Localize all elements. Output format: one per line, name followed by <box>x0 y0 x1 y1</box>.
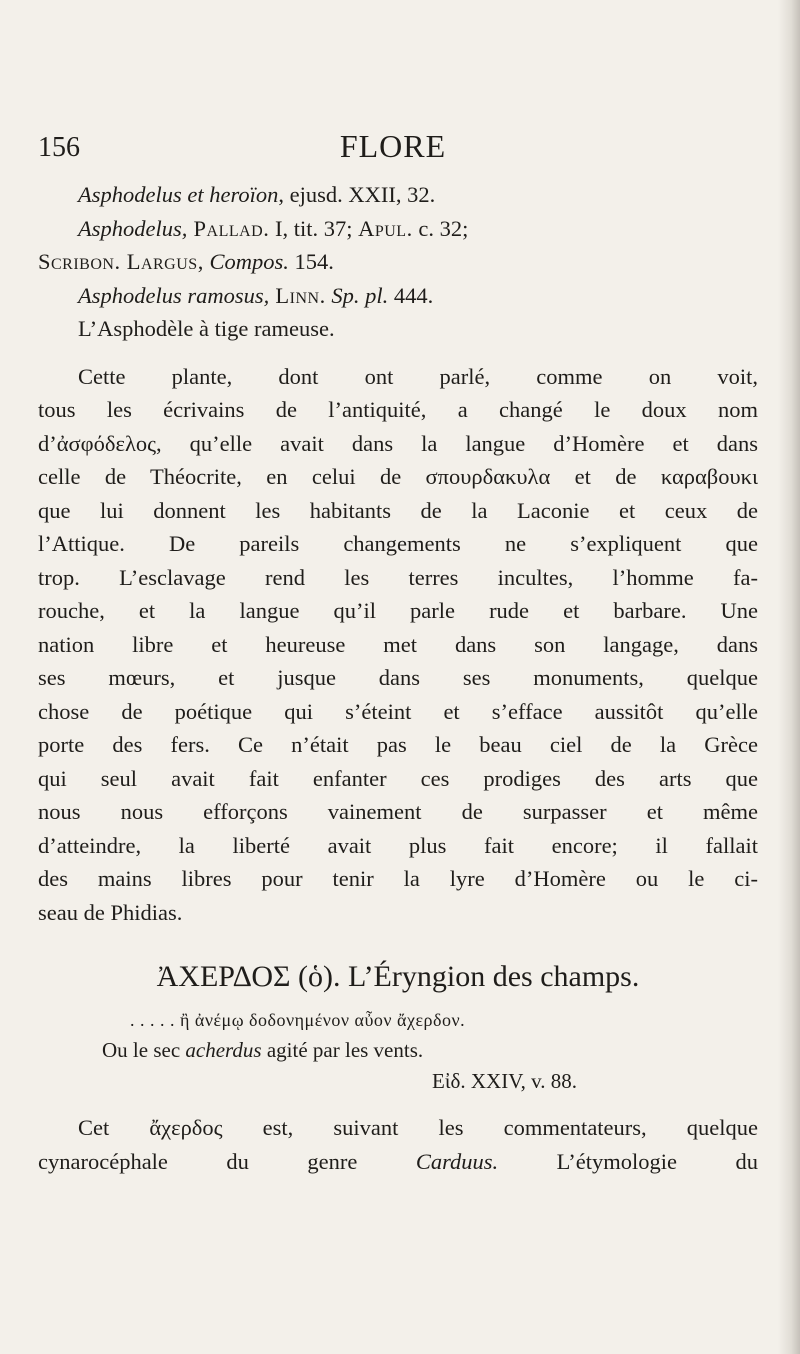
synonym-source: 154. <box>288 249 334 274</box>
paragraph-text: L’étymologie du <box>498 1148 758 1174</box>
paragraph-line: ses mœurs, et jusque dans ses monuments, quelque <box>38 665 758 690</box>
verse-translation-text: Ou le sec <box>102 1038 186 1062</box>
paragraph-line: porte des fers. Ce n’était pas le beau ciel de la Grèce <box>38 732 758 757</box>
body-text <box>38 178 758 1178</box>
synonym-name: Asphodelus, <box>78 215 188 241</box>
common-name: L’Asphodèle à tige rameuse. <box>78 316 335 341</box>
paragraph-line: nation libre et heureuse met dans son langage, dans <box>38 631 758 657</box>
verse-greek: . . . . . ἢ ἀνέμῳ δοδονημένον αὖον ἄχερδον. <box>130 1010 466 1030</box>
paragraph-line: Cette plante, dont ont parlé, comme on voit, <box>78 363 758 389</box>
paragraph-line: des mains libres pour tenir la lyre d’Homère ou le ci- <box>38 866 758 891</box>
paragraph-line: d’atteindre, la liberté avait plus fait encore; il fallait <box>38 832 758 858</box>
synonym-author: Pallad. <box>187 215 270 241</box>
synonym-author: Linn. <box>269 282 326 308</box>
page-number: 156 <box>38 132 80 163</box>
paragraph-line: que lui donnent les habitants de la Laconie et ceux de <box>38 497 758 523</box>
paragraph-line: qui seul avait fait enfanter ces prodiges des arts que <box>38 765 758 791</box>
synonym-source: I, tit. 37; <box>269 215 359 241</box>
genus-name: Carduus. <box>415 1148 499 1174</box>
synonym-work: Compos. <box>203 249 289 274</box>
synonym-author: Scribon. Largus, <box>38 249 204 274</box>
paragraph-line: celle de Théocrite, en celui de σπουρδακυλα et de καραβουκι <box>38 464 758 489</box>
page-gutter-shadow <box>778 0 800 1354</box>
synonym-source: , ejusd. XXII, 32. <box>278 182 436 207</box>
page-header <box>38 128 748 172</box>
synonym-source: c. 32; <box>412 215 469 241</box>
synonym-name: Asphodelus ramosus, <box>78 282 270 308</box>
paragraph-line: trop. L’esclavage rend les terres incultes, l’homme fa- <box>38 564 758 590</box>
paragraph-text: cynarocéphale du genre <box>38 1148 416 1174</box>
synonym-author: Apul. <box>358 215 413 241</box>
paragraph-line: d’ἀσφόδελος, qu’elle avait dans la langue d’Homère et dans <box>38 430 758 456</box>
synonym-line <box>38 212 758 246</box>
verse-translation <box>38 1035 758 1065</box>
paragraph-line: nous nous efforçons vainement de surpasser et même <box>38 799 758 824</box>
paragraph-line: seau de Phidias. <box>38 899 183 925</box>
synonym-source: 444. <box>388 282 434 308</box>
synonym-work: Sp. pl. <box>325 282 389 308</box>
verse-translation-text: agité par les vents. <box>261 1038 424 1062</box>
running-head: FLORE <box>339 128 447 164</box>
paragraph-line: Cet ἄχερδος est, suivant les commentateurs, quelque <box>78 1115 758 1140</box>
synonym-line <box>38 245 758 279</box>
paragraph-line: tous les écrivains de l’antiquité, a changé le doux nom <box>38 397 758 422</box>
paragraph-line: chose de poétique qui s’éteint et s’efface aussitôt qu’elle <box>38 698 758 724</box>
section-heading: ἈΧΕΡΔΟΣ (ὁ). L’Éryngion des champs. <box>156 960 640 993</box>
paragraph-line: l’Attique. De pareils changements ne s’expliquent que <box>38 531 758 556</box>
synonym-line <box>38 178 758 212</box>
paragraph-line <box>38 1145 758 1179</box>
paragraph-line: rouche, et la langue qu’il parle rude et barbare. Une <box>38 598 758 623</box>
verse-translation-term: acherdus <box>185 1038 262 1062</box>
synonym-name: Asphodelus et heroïon <box>78 182 279 207</box>
verse-reference: Εἰδ. XXIV, v. 88. <box>432 1069 578 1093</box>
synonym-line <box>38 279 758 313</box>
